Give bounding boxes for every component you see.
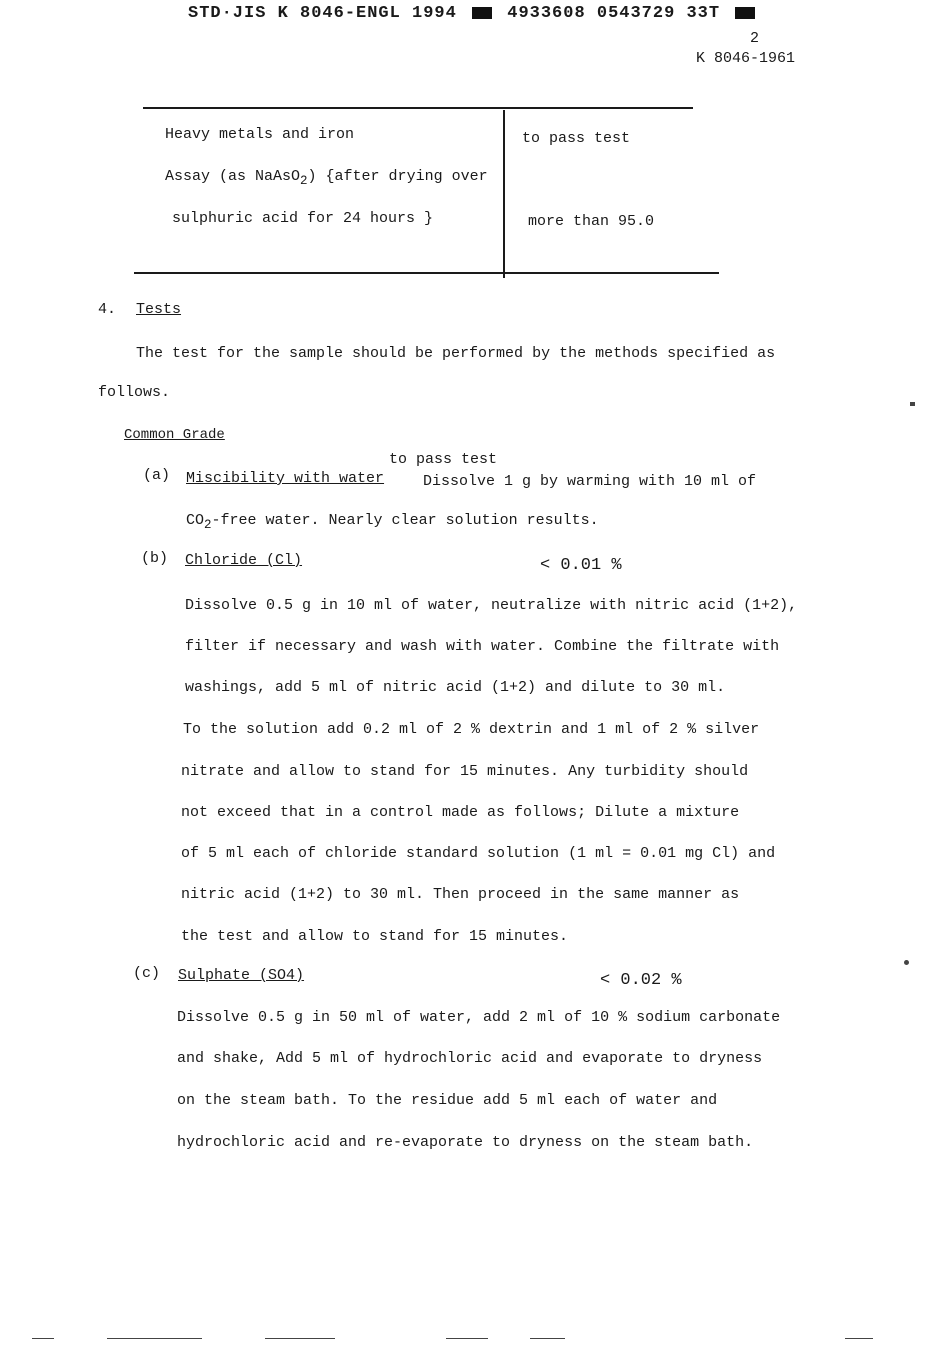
sulphate-text-line: on the steam bath. To the residue add 5 ml each of water and [177, 1092, 718, 1109]
item-title-chloride: Chloride (Cl) [185, 552, 303, 569]
item-title-sulphate: Sulphate (SO4) [178, 967, 305, 984]
section-number: 4. [98, 301, 117, 318]
intro-line: follows. [98, 384, 171, 401]
scan-speck [904, 960, 909, 965]
table-cell-assay: Assay (as NaAsO$_2$) {after drying over [165, 168, 488, 188]
chloride-text-line: To the solution add 0.2 ml of 2 % dextrin and 1 ml of 2 % silver [183, 721, 760, 738]
table-column-divider [503, 110, 505, 278]
document-id: K 8046-1961 [696, 50, 796, 67]
chloride-text-line: washings, add 5 ml of nitric acid (1+2) and dilute to 30 ml. [185, 679, 726, 696]
sulphate-text-line: hydrochloric acid and re-evaporate to dryness on the steam bath. [177, 1134, 754, 1151]
item-text-line: $CO_2$-free water. Nearly clear solution results. [186, 512, 599, 532]
table-top-rule [143, 107, 693, 109]
item-label: (a) [143, 467, 171, 484]
chloride-limit: < 0.01 % [540, 556, 622, 575]
barcode-block-icon [735, 7, 755, 19]
sulphate-text-line: Dissolve 0.5 g in 50 ml of water, add 2 ml of 10 % sodium carbonate [177, 1009, 781, 1026]
scan-edge-mark [32, 1338, 54, 1339]
chloride-text-line: of 5 ml each of chloride standard solution (1 ml = 0.01 mg Cl) and [181, 845, 776, 862]
chloride-text-line: not exceed that in a control made as follows; Dilute a mixture [181, 804, 740, 821]
sulphate-text-line: and shake, Add 5 ml of hydrochloric acid and evaporate to dryness [177, 1050, 763, 1067]
item-text-line: Dissolve 1 g by warming with 10 ml of [423, 473, 757, 490]
section-title: Tests [136, 301, 182, 318]
page-number: 2 [750, 30, 760, 47]
scan-edge-mark [107, 1338, 202, 1339]
scan-edge-mark [446, 1338, 488, 1339]
chloride-text-line: nitric acid (1+2) to 30 ml. Then proceed in the same manner as [181, 886, 740, 903]
intro-line: The test for the sample should be performed by the methods specified as [136, 345, 776, 362]
table-bottom-rule [134, 272, 719, 274]
scan-edge-mark [845, 1338, 873, 1339]
sulphate-limit: < 0.02 % [600, 971, 682, 990]
scan-speck [910, 402, 915, 406]
miscibility-limit: to pass test [389, 451, 498, 468]
item-title-miscibility: Miscibility with water [186, 470, 385, 487]
chloride-text-line: filter if necessary and wash with water. Combine the filtrate with [185, 638, 780, 655]
item-label: (c) [133, 965, 161, 982]
chloride-text-line: Dissolve 0.5 g in 10 ml of water, neutralize with nitric acid (1+2), [185, 597, 798, 614]
table-cell-assay-cont: sulphuric acid for 24 hours } [172, 210, 434, 227]
barcode-block-icon [472, 7, 492, 19]
chloride-text-line: nitrate and allow to stand for 15 minutes. Any turbidity should [181, 763, 749, 780]
standard-code: STD·JIS K 8046-ENGL 1994 [188, 4, 457, 23]
table-cell-assay-value: more than 95.0 [528, 213, 655, 230]
item-label: (b) [141, 550, 169, 567]
catalog-number: 4933608 0543729 33T [507, 4, 721, 23]
grade-heading: Common Grade [124, 427, 225, 443]
table-cell-heavy-metals: Heavy metals and iron [165, 126, 355, 143]
chloride-text-line: the test and allow to stand for 15 minutes. [181, 928, 569, 945]
table-cell-heavy-metals-value: to pass test [522, 130, 631, 147]
header-line [188, 4, 759, 23]
scan-edge-mark [530, 1338, 565, 1339]
scan-edge-mark [265, 1338, 335, 1339]
